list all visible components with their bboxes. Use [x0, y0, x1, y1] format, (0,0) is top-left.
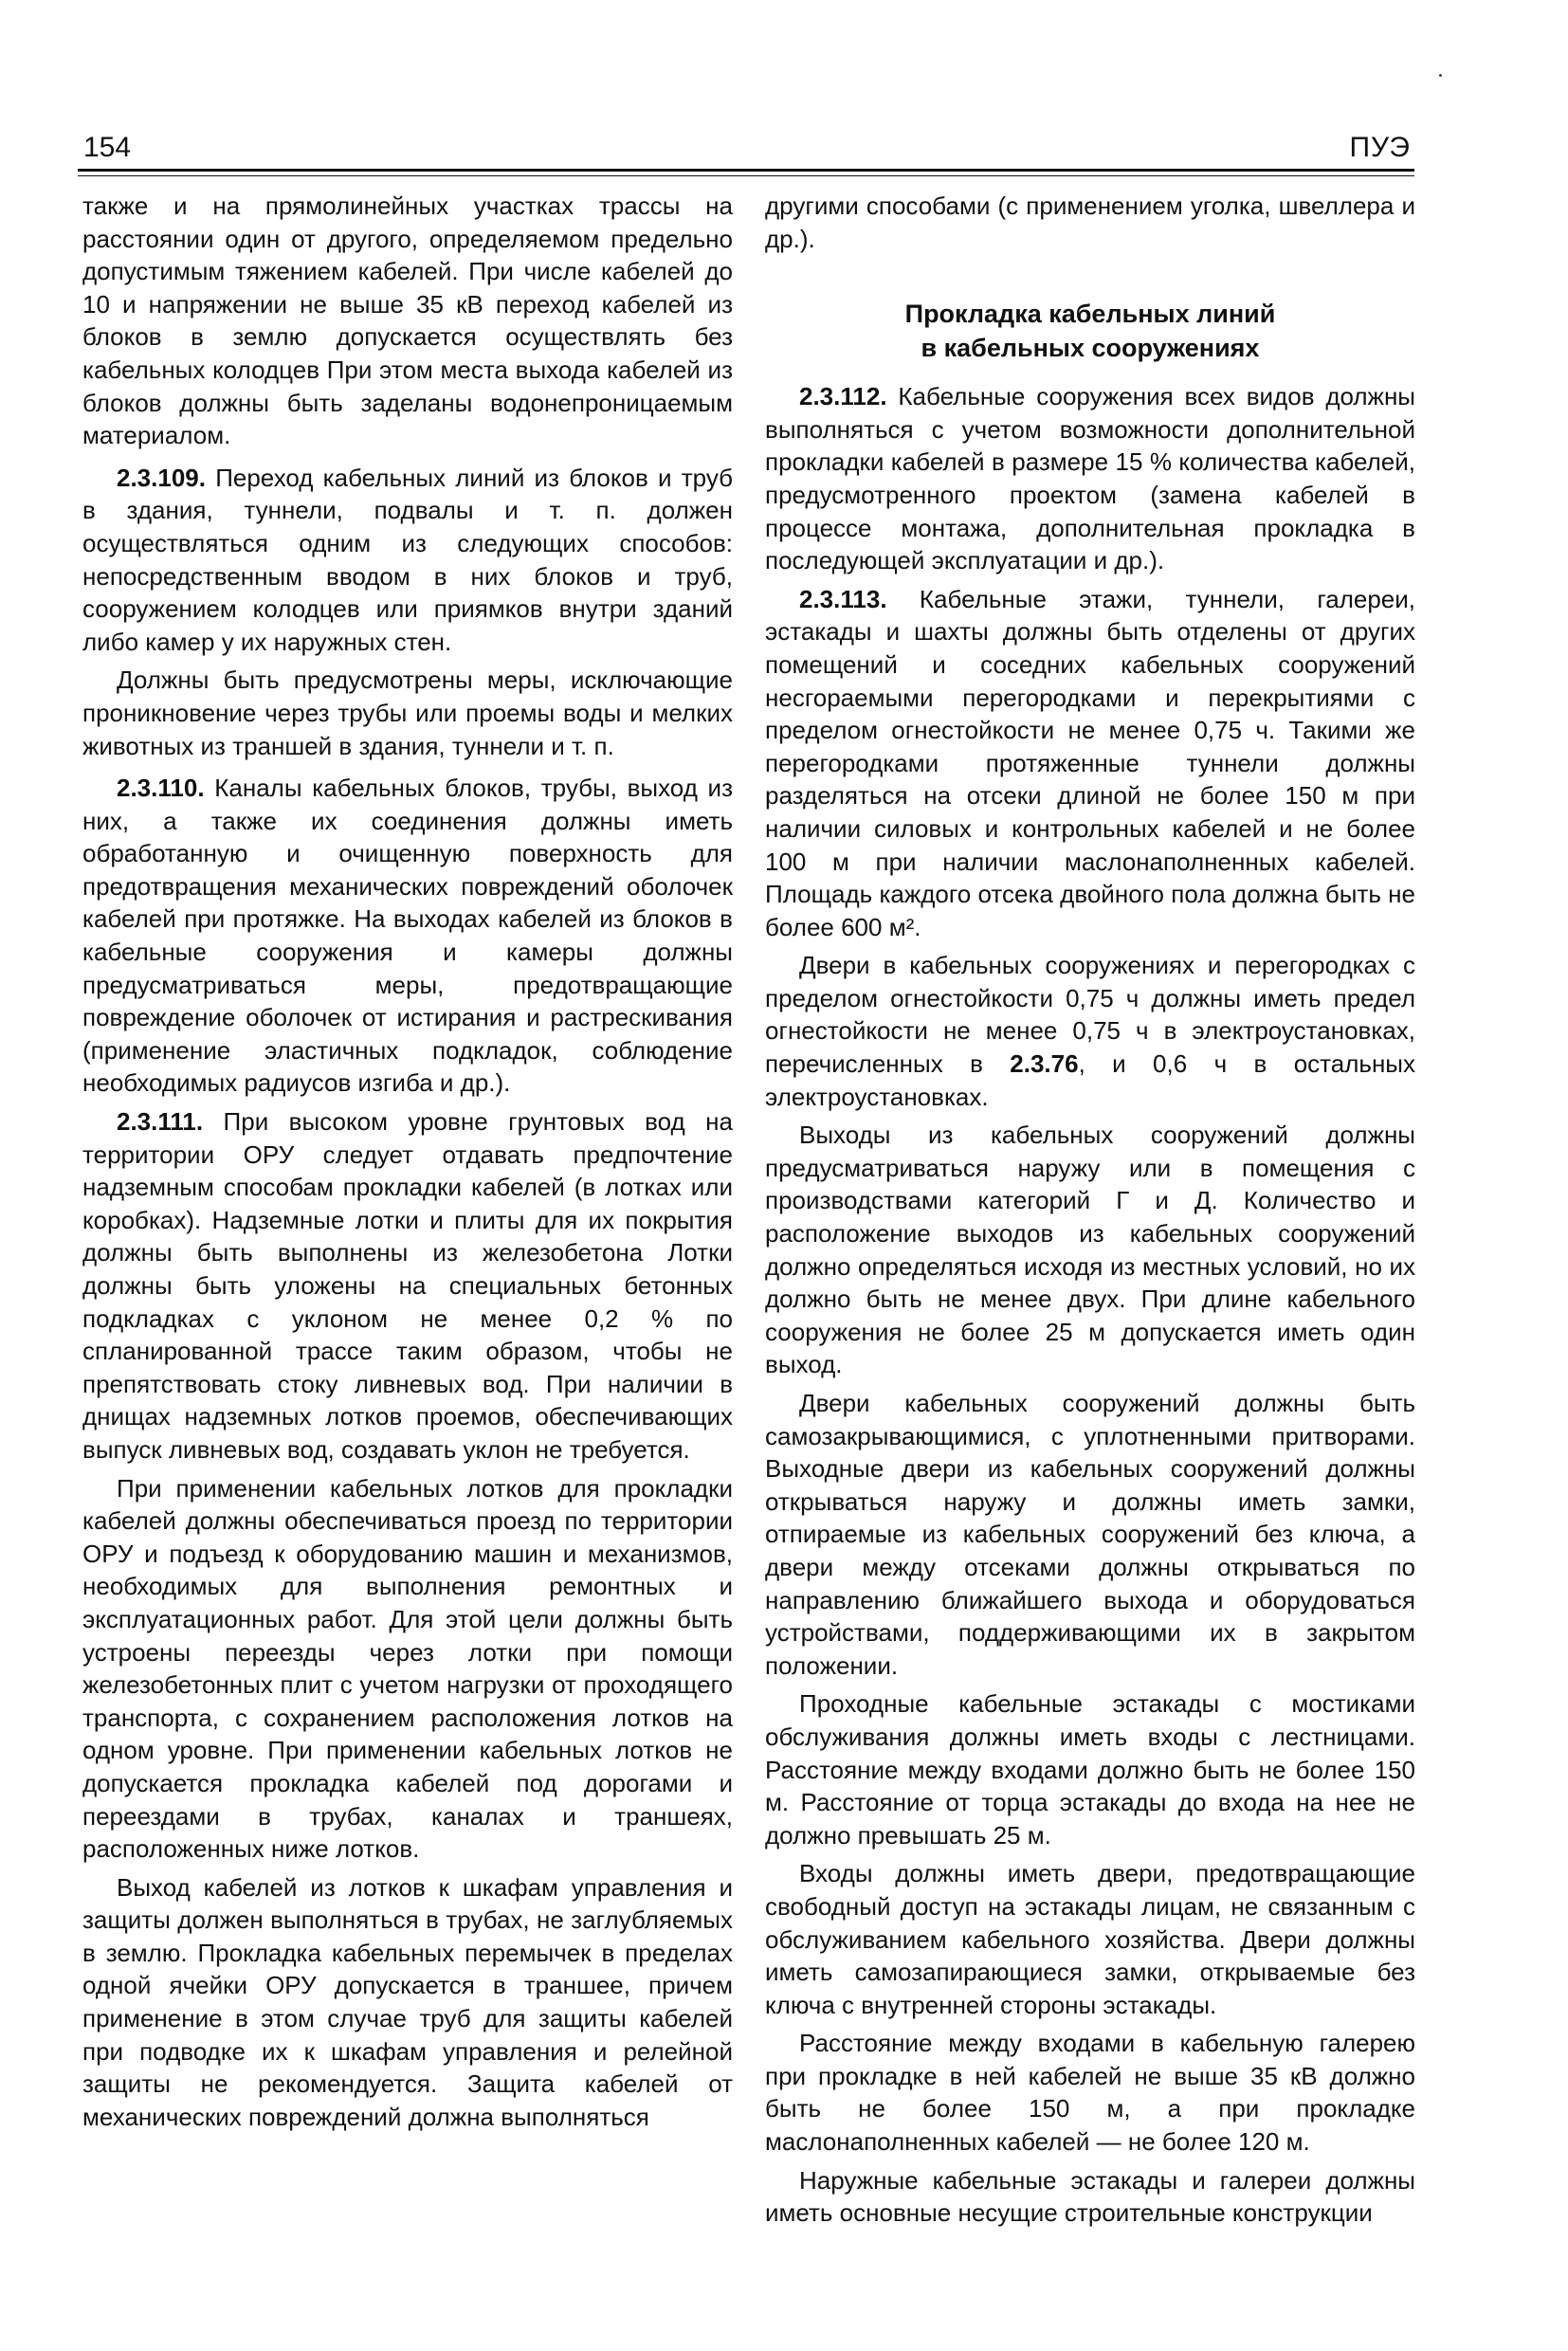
page-number: 154 [83, 132, 132, 163]
paragraph [765, 1687, 1415, 1851]
running-head: ПУЭ [1349, 132, 1411, 163]
paragraph-text: При применении кабельных лотков для прокладки кабелей должны обеспечиваться проезд по территории ОРУ и подъезд к оборудованию машин и механизмов, необходимых для выполнения ремонтных и эксплуатационных работ. Для этой цели должны быть устроены переезды через лотки при помощи железобетонных плит с учетом нагрузки от проходящего транспорта, с сохранением расположения лотков на одном уровне. При применении кабельных лотков не допускается прокладка кабелей под дорогами и переездами в трубах, каналах и траншеях, расположенных ниже лотков. [82, 1473, 733, 1864]
paragraph [765, 1857, 1415, 2021]
clause-paragraph [82, 772, 733, 1100]
clause-number: 2.3.113. [799, 584, 887, 613]
paragraph [765, 2164, 1415, 2230]
paragraph [765, 190, 1415, 255]
paragraph-text: Расстояние между входами в кабельную галерею при прокладке в ней кабелей не выше 35 кВ должно быть не более 150 м, а при прокладке маслонаполненных кабелей — не более 120 м. [765, 2029, 1415, 2157]
paragraph-text: Входы должны иметь двери, предотвращающие свободный доступ на эстакады лицам, не связанным с обслуживанием кабельного хозяйства. Двери должны иметь самозапирающиеся замки, открываемые без ключа с внутренней стороны эстакады. [765, 1859, 1415, 2019]
section-title-line: Прокладка кабельных линий [904, 300, 1276, 329]
paragraph [765, 2027, 1415, 2158]
paragraph [82, 1472, 733, 1866]
paragraph [765, 1387, 1415, 1682]
paragraph-text: , и 0,6 ч в остальных электроустановках. [765, 1049, 1415, 1111]
paragraph-text: При высоком уровне грунтовых вод на территории ОРУ следует отдавать предпочтение надземным способам прокладки кабелей (в лотках или коробках). Надземные лотки и плиты для их покрытия должны быть выполнены из железобетона Лотки должны быть уложены на специальных бетонных подкладках с уклоном не менее 0,2 % по спланированной трассе таким образом, чтобы не препятствовать стоку ливневых вод. При наличии в днищах надземных лотков проемов, обеспечивающих выпуск ливневых вод, создавать уклон не требуется. [82, 1107, 733, 1464]
paragraph-text: Двери кабельных сооружений должны быть самозакрывающимися, с уплотненными притворами. Выходные двери из кабельных сооружений должны открываться наружу и должны иметь замки, отпираемые из кабельных сооружений без ключа, а двери между отсеками должны открываться по направлению ближайшего выхода и оборудоваться устройствами, поддерживающими их в закрытом положении. [765, 1389, 1415, 1680]
paragraph-text: Кабельные этажи, туннели, галереи, эстакады и шахты должны быть отделены от других помещений и соседних кабельных сооружений несгораемыми перегородками и перекрытиями с пределом огнестойкости не менее 0,75 ч. Такими же перегородками протяженные туннели должны разделяться на отсеки длиной не более 150 м при наличии силовых и контрольных кабелей и не более 100 м при наличии маслонаполненных кабелей. Площадь каждого отсека двойного пола должна быть не более 600 м². [765, 584, 1415, 941]
paragraph [82, 1871, 733, 2134]
paragraph-text: Каналы кабельных блоков, трубы, выход из них, а также их соединения должны иметь обработанную и очищенную поверхность для предотвращения механических повреждений оболочек кабелей при протяжке. На выходах кабелей из блоков в кабельные сооружения и камеры должны предусматриваться меры, предотвращающие повреждение оболочек от истирания и растрескивания (применение эластичных подкладок, соблюдение необходимых радиусов изгиба и др.). [82, 774, 733, 1098]
cross-reference: 2.3.76 [1010, 1049, 1079, 1079]
paragraph-text: Выход кабелей из лотков к шкафам управления и защиты должен выполняться в трубах, не заглубляемых в землю. Прокладка кабельных перемычек в пределах одной ячейки ОРУ допускается в траншее, причем применение в этом случае труб для защиты кабелей при подводке их к шкафам управления и релейной защиты не рекомендуется. Защита кабелей от механических повреждений должна выполняться [82, 1872, 733, 2131]
paragraph-text: Выходы из кабельных сооружений должны предусматриваться наружу или в помещения с производствами категорий Г и Д. Количество и расположение выходов из кабельных сооружений должно определяться исходя из местных условий, но их должно быть не менее двух. При длине кабельного сооружения не более 25 м допускается иметь один выход. [765, 1121, 1415, 1379]
paragraph-text: Должны быть предусмотрены меры, исключающие проникновение через трубы или проемы воды и мелких животных из траншей в здания, туннели и т. п. [82, 665, 733, 760]
clause-number: 2.3.112. [799, 382, 887, 411]
paragraph-text: Кабельные сооружения всех видов должны выполняться с учетом возможности дополнительной прокладки кабелей в размере 15 % количества кабелей, предусмотренного проектом (замена кабелей в процессе монтажа, дополнительная прокладка в последующей эксплуатации и др.). [765, 382, 1415, 575]
clause-number: 2.3.110. [117, 774, 205, 803]
right-column [765, 190, 1415, 2235]
clause-paragraph [765, 380, 1415, 577]
section-title [765, 297, 1415, 365]
section-title-line: в кабельных сооружениях [921, 334, 1260, 363]
paragraph-text: Переход кабельных линий из блоков и труб в здания, туннели, подвалы и т. п. должен осуществляться одним из следующих способов: непосредственным вводом в них блоков и труб, сооружением колодцев или приямков внутри зданий либо камер у их наружных стен. [82, 463, 733, 656]
paragraph [765, 1119, 1415, 1381]
clause-paragraph [82, 462, 733, 659]
header-rule-thin [78, 175, 1414, 176]
paragraph-text: Проходные кабельные эстакады с мостиками обслуживания должны иметь входы с лестницами. Расстояние между входами должно быть не более 150 м. Расстояние от торца эстакады до входа на нее не должно превышать 25 м. [765, 1689, 1415, 1850]
paragraph-text: другими способами (с применением уголка, швеллера и др.). [765, 191, 1415, 253]
clause-number: 2.3.109. [117, 463, 206, 492]
paragraph [82, 190, 733, 452]
header-rule-thick [78, 169, 1414, 172]
clause-paragraph [765, 583, 1415, 944]
clause-paragraph [82, 1105, 733, 1467]
paragraph-text: Наружные кабельные эстакады и галереи должны иметь основные несущие строительные конструкции [765, 2165, 1415, 2228]
page-header [78, 131, 1414, 169]
paragraph [765, 949, 1415, 1113]
paragraph-text: также и на прямолинейных участках трассы на расстоянии один от другого, определяемом предельно допустимым тяжением кабелей. При числе кабелей до 10 и напряжении не выше 35 кВ переход кабелей из блоков в землю допускается осуществлять без кабельных колодцев При этом места выхода кабелей из блоков должны быть заделаны водонепроницаемым материалом. [82, 191, 733, 450]
paragraph-text: Двери в кабельных сооружениях и перегородках с пределом огнестойкости 0,75 ч должны иметь предел огнестойкости не менее 0,75 ч в электроустановках, перечисленных в [765, 951, 1415, 1079]
scan-speck [1439, 74, 1442, 77]
clause-number: 2.3.111. [117, 1107, 204, 1137]
paragraph [82, 664, 733, 762]
left-column [82, 190, 733, 2142]
